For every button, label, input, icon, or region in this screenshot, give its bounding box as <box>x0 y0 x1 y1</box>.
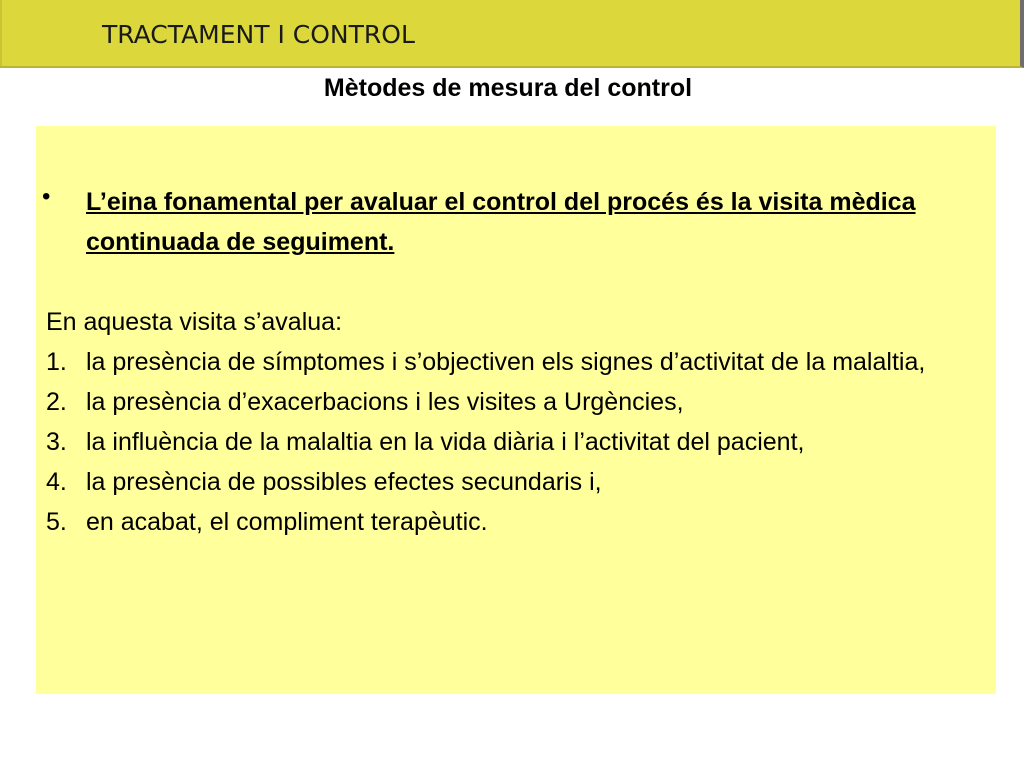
list-item-number: 1. <box>46 348 67 376</box>
slide-subtitle: Mètodes de mesura del control <box>323 74 693 102</box>
list-item <box>46 382 976 422</box>
list-item-text: la presència d’exacerbacions i les visites a Urgències, <box>86 388 684 416</box>
bullet-marker: • <box>42 183 51 210</box>
list-item-number: 4. <box>46 468 67 496</box>
header-edge <box>0 0 2 66</box>
list-item-text: en acabat, el compliment terapèutic. <box>86 508 488 536</box>
list-item-text: la influència de la malaltia en la vida diària i l’activitat del pacient, <box>86 428 805 456</box>
list-item-number: 3. <box>46 428 67 456</box>
list-item-text: la presència de símptomes i s’objectiven els signes d’activitat de la malaltia, <box>86 348 926 376</box>
evaluation-list <box>46 342 976 542</box>
header-title: TRACTAMENT I CONTROL <box>102 20 415 49</box>
list-item-number: 5. <box>46 508 67 536</box>
list-item-number: 2. <box>46 388 67 416</box>
list-item <box>46 422 976 462</box>
list-item <box>46 502 976 542</box>
list-item <box>46 462 976 502</box>
key-point-text: L’eina fonamental per avaluar el control del procés és la visita mèdica continuada de seguiment. <box>86 188 916 256</box>
intro-text: En aquesta visita s’avalua: <box>46 308 343 336</box>
header-band <box>0 0 1024 68</box>
list-item-text: la presència de possibles efectes secundaris i, <box>86 468 602 496</box>
list-item <box>46 342 976 382</box>
